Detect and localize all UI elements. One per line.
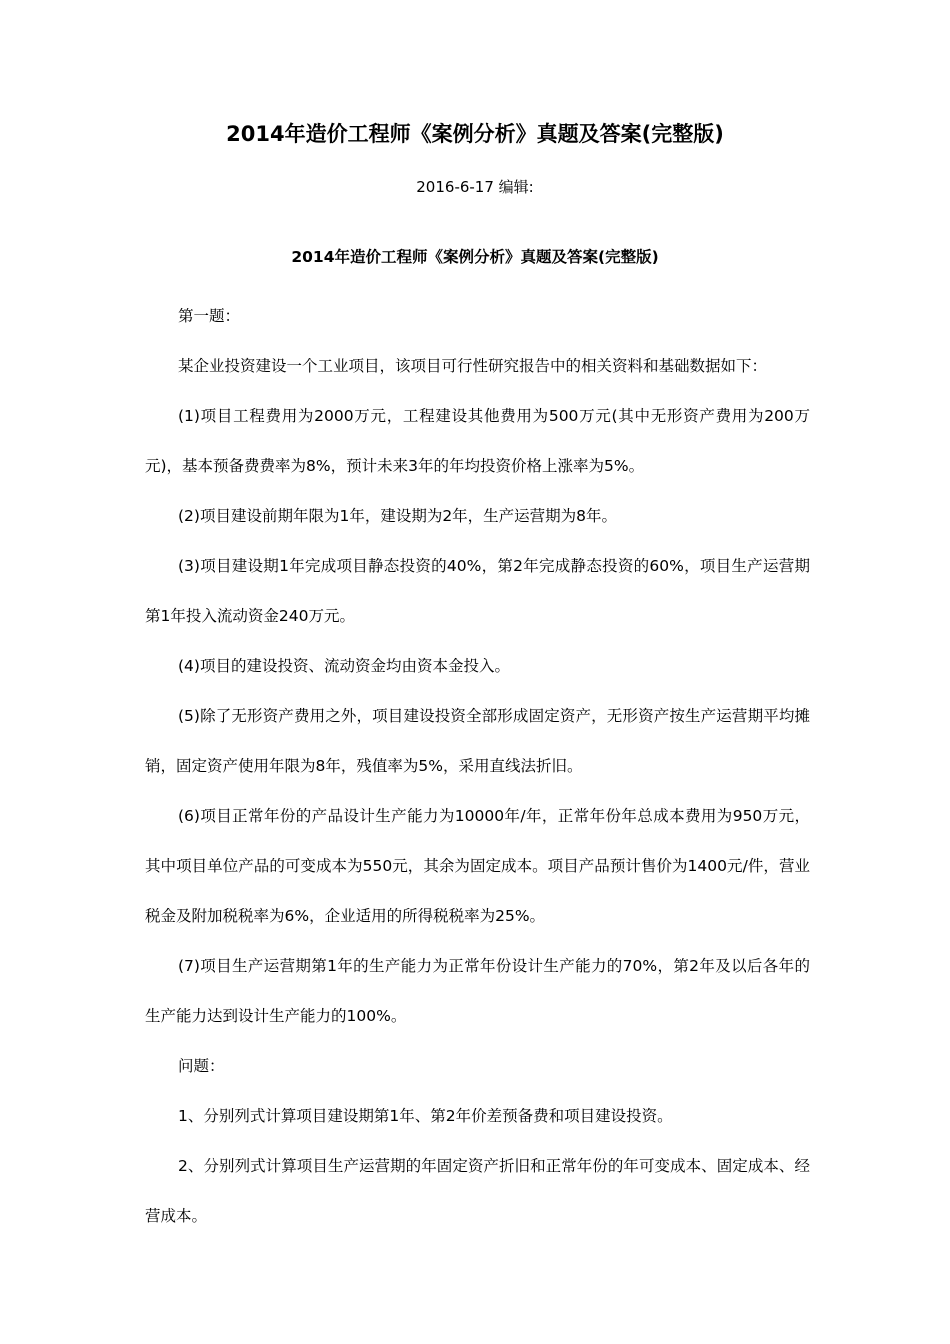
condition-1: (1)项目工程费用为2000万元，工程建设其他费用为500万元(其中无形资产费用为200万元)，基本预备费费率为8%，预计未来3年的年均投资价格上涨率为5%。 bbox=[145, 407, 810, 475]
question-1: 1、分别列式计算项目建设期第1年、第2年价差预备费和项目建设投资。 bbox=[178, 1107, 673, 1125]
condition-7: (7)项目生产运营期第1年的生产能力为正常年份设计生产能力的70%，第2年及以后各年的生产能力达到设计生产能力的100%。 bbox=[145, 957, 810, 1025]
section-heading-question-one: 第一题： bbox=[178, 307, 241, 325]
question-2: 2、分别列式计算项目生产运营期的年固定资产折旧和正常年份的年可变成本、固定成本、经营成本。 bbox=[145, 1157, 810, 1225]
intro-paragraph: 某企业投资建设一个工业项目，该项目可行性研究报告中的相关资料和基础数据如下： bbox=[178, 357, 768, 375]
edit-date: 2016-6-17 编辑: bbox=[416, 178, 534, 196]
document-title: 2014年造价工程师《案例分析》真题及答案(完整版) bbox=[226, 122, 724, 146]
condition-4: (4)项目的建设投资、流动资金均由资本金投入。 bbox=[178, 657, 510, 675]
document-subtitle: 2014年造价工程师《案例分析》真题及答案(完整版) bbox=[291, 248, 659, 266]
questions-heading: 问题： bbox=[178, 1057, 225, 1075]
condition-6: (6)项目正常年份的产品设计生产能力为10000年/年，正常年份年总成本费用为950万元，其中项目单位产品的可变成本为550元，其余为固定成本。项目产品预计售价为1400元/件，营业税金及附加税税率为6%，企业适用的所得税税率为25%。 bbox=[145, 807, 810, 925]
document-body bbox=[145, 291, 810, 1241]
condition-2: (2)项目建设前期年限为1年，建设期为2年，生产运营期为8年。 bbox=[178, 507, 618, 525]
condition-5: (5)除了无形资产费用之外，项目建设投资全部形成固定资产，无形资产按生产运营期平均摊销，固定资产使用年限为8年，残值率为5%，采用直线法折旧。 bbox=[145, 707, 810, 775]
condition-3: (3)项目建设期1年完成项目静态投资的40%，第2年完成静态投资的60%，项目生产运营期第1年投入流动资金240万元。 bbox=[145, 557, 810, 625]
